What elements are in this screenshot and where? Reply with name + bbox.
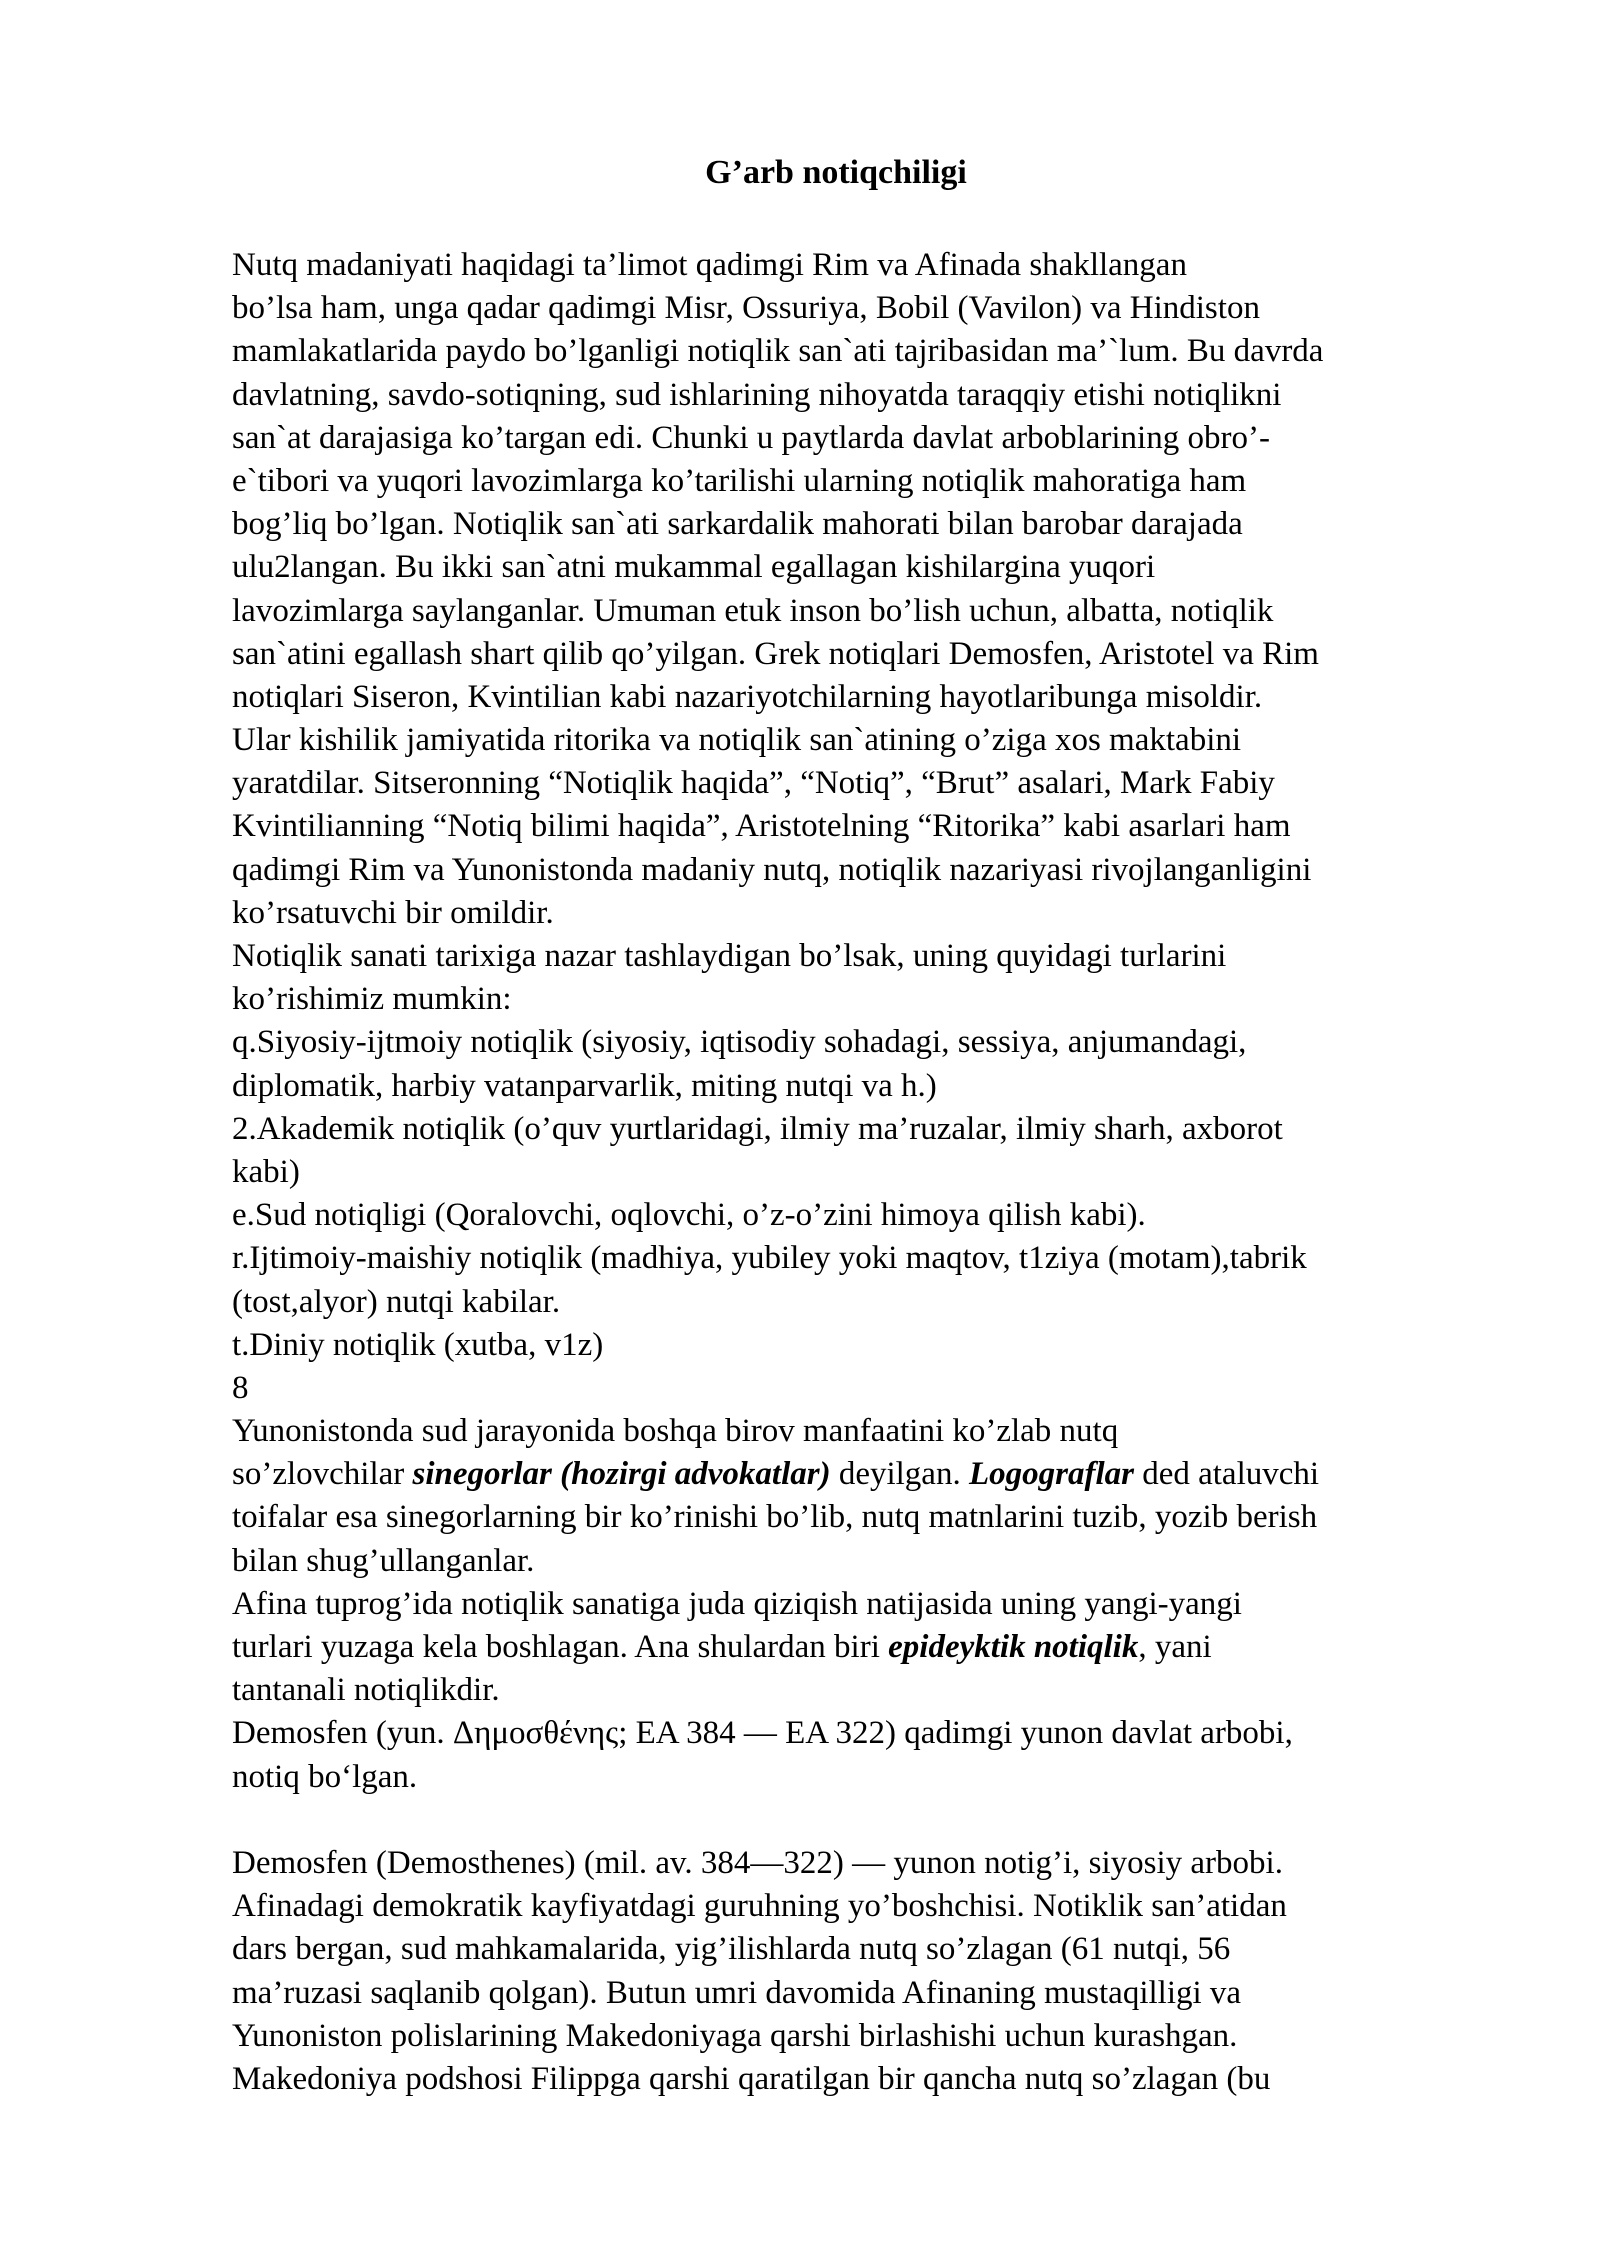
text-line: ulu2langan. Bu ikki san`atni mukammal egallagan kishilargina yuqori	[232, 549, 1156, 586]
text-line: Ular kishilik jamiyatida ritorika va notiqlik san`atining o’ziga xos maktabini	[232, 722, 1242, 759]
text-line: Kvintilianning “Notiq bilimi haqida”, Aristotelning “Ritorika” kabi asarlari ham	[232, 808, 1291, 845]
text-segment: deyilgan.	[830, 1456, 969, 1493]
text-line: tantanali notiqlikdir.	[232, 1672, 500, 1709]
text-segment: ded ataluvchi	[1133, 1456, 1320, 1493]
text-line: bilan shug’ullanganlar.	[232, 1542, 535, 1579]
text-line: ko’rishimiz mumkin:	[232, 981, 512, 1018]
text-line: notiqlari Siseron, Kvintilian kabi nazariyotchilarning hayotlaribunga misoldir.	[232, 678, 1263, 715]
text-line: Yunonistonda sud jarayonida boshqa birov manfaatini ko’zlab nutq	[232, 1413, 1119, 1450]
list-item: diplomatik, harbiy vatanparvarlik, miting nutqi va h.)	[232, 1067, 937, 1104]
list-item: (tost,alyor) nutqi kabilar.	[232, 1283, 561, 1320]
list-item: r.Ijtimoiy-maishiy notiqlik (madhiya, yubiley yoki maqtov, t1ziya (motam),tabrik	[232, 1240, 1307, 1277]
text-line: Yunoniston polislarining Makedoniyaga qarshi birlashishi uchun kurashgan.	[232, 2017, 1238, 2054]
emphasis-logograflar: Logograflar	[968, 1456, 1134, 1493]
text-segment: , yani	[1138, 1629, 1212, 1665]
text-line: notiq bo‘lgan.	[232, 1758, 418, 1795]
text-segment: so’zlovchilar	[232, 1456, 413, 1493]
text-line	[232, 1453, 1532, 1496]
text-line	[232, 1626, 1532, 1669]
text-line: Afinadagi demokratik kayfiyatdagi guruhning yo’boshchisi. Notiklik san’atidan	[232, 1888, 1287, 1925]
blank-line	[232, 1799, 1532, 1842]
text-line: ko’rsatuvchi bir omildir.	[232, 894, 554, 931]
emphasis-epideyktik: epideyktik notiqlik	[888, 1629, 1139, 1665]
text-line: san`atini egallash shart qilib qo’yilgan. Grek notiqlari Demosfen, Aristotel va Rim	[232, 635, 1319, 672]
document-body	[232, 244, 1532, 2101]
list-item: q.Siyosiy-ijtmoiy notiqlik (siyosiy, iqtisodiy sohadagi, sessiya, anjumandagi,	[232, 1024, 1247, 1061]
list-item: t.Diniy notiqlik (xutba, v1z)	[232, 1326, 604, 1363]
emphasis-sinegorlar: sinegorlar (hozirgi advokatlar)	[412, 1456, 831, 1493]
text-line: dars bergan, sud mahkamalarida, yig’ilishlarda nutq so’zlagan (61 nutqi, 56	[232, 1931, 1231, 1968]
text-line: davlatning, savdo-sotiqning, sud ishlarining nihoyatda taraqqiy etishi notiqlikni	[232, 376, 1282, 413]
text-line: qadimgi Rim va Yunonistonda madaniy nutq, notiqlik nazariyasi rivojlanganligini	[232, 851, 1312, 888]
page-number: 8	[232, 1369, 249, 1406]
text-line: yaratdilar. Sitseronning “Notiqlik haqida”, “Notiq”, “Brut” asalari, Mark Fabiy	[232, 765, 1275, 802]
text-line: Demosfen (Demosthenes) (mil. av. 384—322) — yunon notig’i, siyosiy arbobi.	[232, 1844, 1283, 1881]
list-item: 2.Akademik notiqlik (o’quv yurtlaridagi, ilmiy ma’ruzalar, ilmiy sharh, axborot	[232, 1110, 1283, 1147]
text-line: Makedoniya podshosi Filippga qarshi qaratilgan bir qancha nutq so’zlagan (bu	[232, 2060, 1271, 2097]
list-item: kabi)	[232, 1153, 300, 1190]
text-line: bo’lsa ham, unga qadar qadimgi Misr, Ossuriya, Bobil (Vavilon) va Hindiston	[232, 290, 1260, 327]
text-line: mamlakatlarida paydo bo’lganligi notiqlik san`ati tajribasidan ma’`lum. Bu davrda	[232, 333, 1324, 370]
text-line: bog’liq bo’lgan. Notiqlik san`ati sarkardalik mahorati bilan barobar darajada	[232, 506, 1243, 543]
text-segment: turlari yuzaga kela boshlagan. Ana shulardan biri	[232, 1629, 889, 1665]
text-line: toifalar esa sinegorlarning bir ko’rinishi bo’lib, nutq matnlarini tuzib, yozib berish	[232, 1499, 1318, 1536]
text-line: e`tibori va yuqori lavozimlarga ko’tarilishi ularning notiqlik mahoratiga ham	[232, 462, 1247, 499]
text-line: Notiqlik sanati tarixiga nazar tashlaydigan bo’lsak, uning quyidagi turlarini	[232, 938, 1227, 974]
document-title: G’arb notiqchiligi	[705, 154, 967, 191]
text-line: Afina tuprog’ida notiqlik sanatiga juda qiziqish natijasida uning yangi-yangi	[232, 1585, 1242, 1622]
text-line: Nutq madaniyati haqidagi ta’limot qadimgi Rim va Afinada shakllangan	[232, 247, 1187, 283]
text-line: ma’ruzasi saqlanib qolgan). Butun umri davomida Afinaning mustaqilligi va	[232, 1974, 1242, 2011]
text-line: san`at darajasiga ko’targan edi. Chunki u paytlarda davlat arboblarining obro’-	[232, 419, 1270, 456]
text-line: lavozimlarga saylanganlar. Umuman etuk inson bo’lish uchun, albatta, notiqlik	[232, 592, 1274, 629]
text-line: Demosfen (yun. Δημοσθένης; EA 384 — EA 322) qadimgi yunon davlat arbobi,	[232, 1715, 1293, 1752]
list-item: e.Sud notiqligi (Qoralovchi, oqlovchi, o’z-o’zini himoya qilish kabi).	[232, 1197, 1146, 1234]
